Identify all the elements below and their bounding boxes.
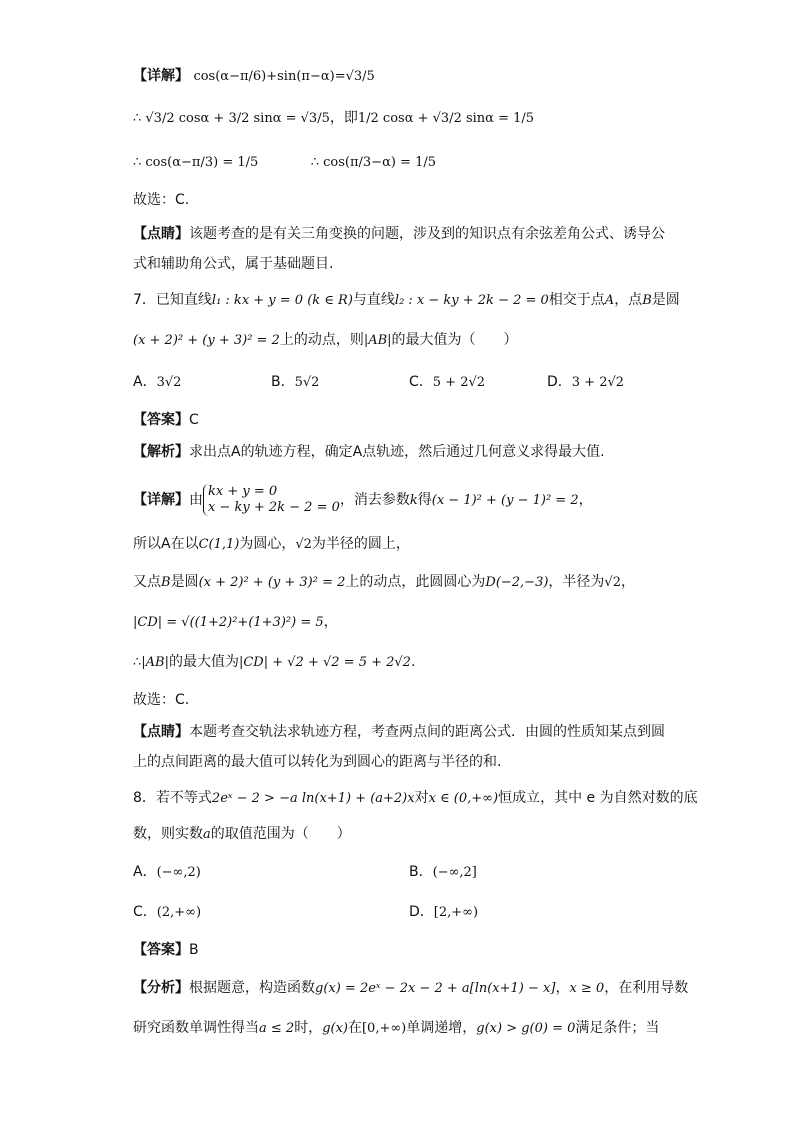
q7-max-b: 的最大值为 [168,654,239,670]
q7-stem-a: 已知直线 [155,292,212,308]
option-value: (−∞,2] [432,865,477,880]
q7-stem-c: 相交于点 [548,292,605,308]
q6-step1-a: ∴ √3/2 cosα + 3/2 sinα = √3/5 [133,111,330,126]
q7-l2-c: 上的动点，此圆圆心为 [345,574,486,590]
option-value: 5 + 2√2 [432,375,486,390]
q7-option-a[interactable] [133,372,181,393]
q8-an1-b: ， [555,980,570,996]
q8-stem-e: 的取值范围为（ ） [210,826,351,842]
option-label: A． [133,374,157,390]
q8-stem-c: 恒成立，其中 e 为自然对数的底 [498,790,698,806]
q7-l1-b: 为圆心， [239,536,296,552]
q7-detail-a: 由 [189,492,203,508]
q7-remark-line2: 上的点间距离的最大值可以转化为到圆心的距离与半径的和. [133,754,502,770]
q7-line1-eq: l₁ : kx + y = 0 (k ∈ R) [211,293,353,308]
q7-max-end: . [410,654,416,670]
q7-circle-eq: (x + 2)² + (y + 3)² = 2 [133,333,280,348]
q7-max-ab: |AB| [141,655,169,670]
q7-l2-b: 是圆 [170,574,199,590]
q8-option-b[interactable] [409,862,477,883]
answer-tag: 【答案】 [133,942,189,958]
q6-step2 [133,152,664,173]
q7-stem-line2 [133,330,664,351]
q7-l2-d-point: D(−2,−3) [485,575,549,590]
q8-an2-e: 满足条件；当 [575,1020,660,1036]
q8-an2-d: 单调递增， [406,1020,477,1036]
q8-number: 8． [133,790,156,806]
q7-max-value: |CD| + √2 + √2 = 5 + 2√2 [238,655,411,670]
option-value: [2,+∞) [433,905,479,920]
q8-option-d[interactable] [409,902,478,923]
q8-analyze-line1 [133,978,689,999]
q7-l1-c: 为半径的圆上， [311,536,410,552]
q8-stem-d: 数，则实数 [133,826,203,842]
q7-l2-e: ， [620,574,635,590]
q6-step1-join: ，即 [329,110,358,126]
q7-stem-b: 与直线 [352,292,395,308]
remark-tag: 【点睛】 [133,226,189,242]
q8-option-c[interactable] [133,902,201,923]
q8-stem-line1 [133,788,698,809]
q7-remark-line1 [133,722,664,742]
q8-an2-cond: a ≤ 2 [259,1021,295,1036]
q8-stem-line2 [133,824,664,845]
q6-step1 [133,108,664,129]
q8-an2-ineq: g(x) > g(0) = 0 [476,1021,576,1036]
detail-tag: 【详解】 [133,68,189,84]
q6-detail-eq: cos(α−π/6)+sin(π−α)=√3/5 [193,69,375,84]
option-label: D． [409,904,434,920]
q7-locus-eq: (x − 1)² + (y − 1)² = 2 [431,493,579,508]
option-value: (2,+∞) [156,905,202,920]
q7-detail-c: 得 [417,492,432,508]
q7-answer-value: C [189,412,199,428]
option-label: B． [409,864,433,880]
q8-a: a [203,827,211,842]
q7-detail [133,480,664,521]
q7-point-b: B [642,293,652,308]
analysis-tag: 【解析】 [133,444,189,460]
q6-remark-text1: 该题考查的是有关三角变换的问题，涉及到的知识点有余弦差角公式、诱导公 [189,226,665,242]
q7-option-b[interactable] [271,372,319,393]
q6-remark-line1 [133,224,664,244]
q7-stem-line1 [133,290,680,311]
q8-stem-b: 对 [414,790,429,806]
option-label: A． [133,864,157,880]
q7-l2-circle: (x + 2)² + (y + 3)² = 2 [198,575,346,590]
q7-choose: 故选：C. [133,692,190,708]
q7-sys-eq2: x − ky + 2k − 2 = 0 [208,500,340,515]
q8-an1-c: ，在利用导数 [604,980,689,996]
q7-center: C(1,1) [198,537,240,552]
q7-cd-end: ， [323,614,338,630]
q7-stem-e: 是圆 [651,292,680,308]
q6-step1-b: 1/2 cosα + √3/2 sinα = 1/5 [357,111,535,126]
q7-detail-b: ，消去参数 [339,492,410,508]
q8-option-a[interactable] [133,862,201,883]
q7-cd-eq: |CD| = √((1+2)²+(1+3)²) = 5 [133,615,324,630]
q7-line2-eq: l₂ : x − ky + 2k − 2 = 0 [394,293,549,308]
detail-tag: 【详解】 [133,492,189,508]
q8-domain: x ∈ (0,+∞) [428,791,499,806]
q8-an2-g: g(x) [322,1021,348,1036]
q8-an2-c: 在 [347,1020,362,1036]
q7-radius: √2 [295,537,312,552]
q7-l2-radius: √2 [604,575,621,590]
q7-detail-line3 [133,572,664,593]
analyze-tag: 【分析】 [133,980,189,996]
q7-l2-a: 又点 [133,574,161,590]
q6-step2-b: ∴ cos(π/3−α) = 1/5 [310,155,437,170]
q7-answer [133,410,664,430]
q6-detail-line [133,66,664,87]
q7-l1-a: 所以A在以 [133,536,199,552]
q7-point-a: A [604,293,615,308]
q8-stem-a: 若不等式 [155,790,212,806]
q7-ab: |AB| [363,333,392,348]
q7-max-therefore: ∴ [133,655,142,670]
option-label: C． [409,374,433,390]
q7-stem-d: ，点 [614,292,643,308]
option-label: D． [547,374,572,390]
q8-an1-a: 根据题意，构造函数 [189,980,315,996]
option-value: 3√2 [156,375,182,390]
q7-option-d[interactable] [547,372,624,393]
option-label: B． [271,374,295,390]
q7-system [203,484,340,516]
q7-stem-f: 上的动点，则 [279,332,364,348]
q8-an2-interval: [0,+∞) [361,1021,407,1036]
q7-l2-d: ，半径为 [548,574,605,590]
option-label: C． [133,904,157,920]
q8-an2-b: 时， [294,1020,323,1036]
q6-choose: 故选：C. [133,192,190,208]
q6-remark-line2: 式和辅助角公式，属于基础题目. [133,256,334,272]
q7-detail-line2 [133,534,664,555]
q7-analysis [133,442,664,462]
q8-an1-x: x ≥ 0 [569,981,605,996]
q7-analysis-text: 求出点A的轨迹方程，确定A点轨迹，然后通过几何意义求得最大值. [189,444,605,460]
q8-an1-g: g(x) = 2eˣ − 2x − 2 + a[ln(x+1) − x] [315,981,556,996]
q7-option-c[interactable] [409,372,485,393]
q7-sys-eq1: kx + y = 0 [208,484,278,499]
q8-answer-value: B [189,942,199,958]
q7-number: 7． [133,292,156,308]
option-value: 5√2 [294,375,320,390]
q8-an2-a: 研究函数单调性得当 [133,1020,259,1036]
q8-answer [133,940,664,960]
q7-k: k [409,493,418,508]
q7-detail-d: ， [578,492,593,508]
q8-analyze-line2 [133,1018,664,1039]
q7-remark-text1: 本题考查交轨法求轨迹方程，考查两点间的距离公式．由圆的性质知某点到圆 [189,724,665,740]
q7-l2-b-point: B [161,575,171,590]
option-value: (−∞,2) [156,865,201,880]
q6-step2-a: ∴ cos(α−π/3) = 1/5 [133,155,259,170]
answer-tag: 【答案】 [133,412,189,428]
q7-max-line [133,652,664,673]
remark-tag: 【点睛】 [133,724,189,740]
q8-inequality: 2eˣ − 2 > −a ln(x+1) + (a+2)x [211,791,415,806]
q7-cd-line [133,612,664,633]
option-value: 3 + 2√2 [571,375,625,390]
q7-stem-g: 的最大值为（ ） [391,332,518,348]
